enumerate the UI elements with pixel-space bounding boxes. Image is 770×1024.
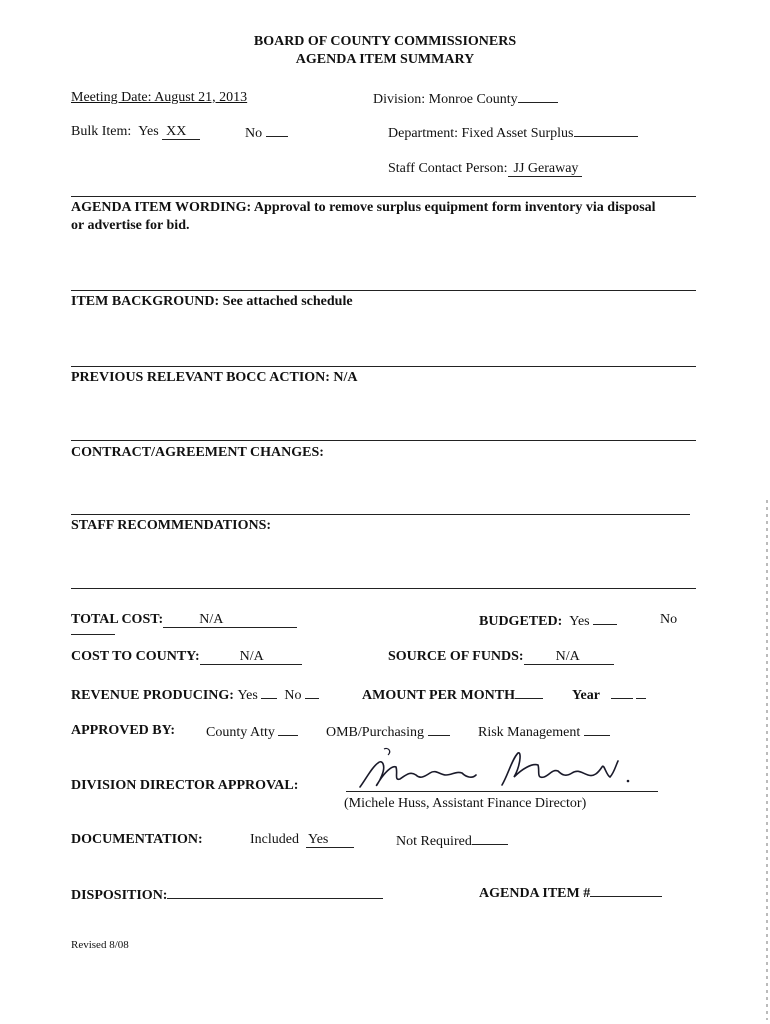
divider [71, 290, 696, 291]
source-of-funds: SOURCE OF FUNDS: N/A [388, 649, 614, 665]
cost-to-county: COST TO COUNTY: N/A [71, 649, 302, 665]
item-background: ITEM BACKGROUND: See attached schedule [71, 294, 353, 309]
divider [71, 514, 690, 515]
agenda-item-wording: AGENDA ITEM WORDING: Approval to remove surplus equipment form inventory via disposal or advertise for bid. [71, 200, 656, 233]
department: Department: Fixed Asset Surplus [388, 124, 638, 142]
approval-risk-management: Risk Management [478, 723, 610, 741]
divider [71, 440, 696, 441]
agenda-item-number: AGENDA ITEM # [479, 884, 662, 902]
signature-line [346, 791, 658, 792]
bulk-item-no: No [245, 124, 288, 142]
documentation-not-required: Not Required [396, 832, 508, 850]
previous-relevant-action: PREVIOUS RELEVANT BOCC ACTION: N/A [71, 370, 358, 385]
budgeted: BUDGETED: Yes [479, 612, 617, 630]
meeting-date: Meeting Date: August 21, 2013 [71, 90, 248, 105]
division: Division: Monroe County [373, 90, 558, 108]
divider [71, 196, 696, 197]
divider [71, 366, 696, 367]
amount-per-month: AMOUNT PER MONTH [362, 686, 543, 704]
blank-line [71, 634, 115, 635]
signature [352, 745, 642, 795]
contract-agreement-changes: CONTRACT/AGREEMENT CHANGES: [71, 445, 324, 460]
cost-to-county-value: N/A [200, 649, 302, 665]
revision-note: Revised 8/08 [71, 939, 129, 951]
staff-contact-value: JJ Geraway [508, 161, 583, 177]
signer-caption: (Michele Huss, Assistant Finance Director) [344, 796, 587, 811]
scan-edge-artifact [766, 500, 768, 1020]
approved-by: APPROVED BY: [71, 723, 176, 738]
division-director-approval: DIVISION DIRECTOR APPROVAL: [71, 778, 299, 793]
form-title-line1: BOARD OF COUNTY COMMISSIONERS [253, 34, 517, 49]
documentation-included-value: Yes [306, 832, 354, 848]
budgeted-no: No [660, 612, 678, 627]
approval-county-atty: County Atty [206, 723, 298, 741]
bulk-item: Bulk Item: Yes XX [71, 124, 200, 140]
revenue-producing: REVENUE PRODUCING: Yes No [71, 686, 319, 704]
documentation: DOCUMENTATION: [71, 832, 203, 847]
documentation-included: Included Yes [250, 832, 354, 848]
source-of-funds-value: N/A [524, 649, 614, 665]
year: Year [572, 686, 646, 704]
staff-recommendations: STAFF RECOMMENDATIONS: [71, 518, 272, 533]
form-title-line2: AGENDA ITEM SUMMARY [295, 52, 475, 67]
divider [71, 588, 696, 589]
total-cost: TOTAL COST: N/A [71, 612, 297, 628]
disposition: DISPOSITION: [71, 886, 383, 904]
approval-omb-purchasing: OMB/Purchasing [326, 723, 450, 741]
staff-contact: Staff Contact Person: JJ Geraway [388, 161, 582, 177]
total-cost-value: N/A [163, 612, 297, 628]
bulk-item-yes-value: XX [162, 124, 200, 140]
